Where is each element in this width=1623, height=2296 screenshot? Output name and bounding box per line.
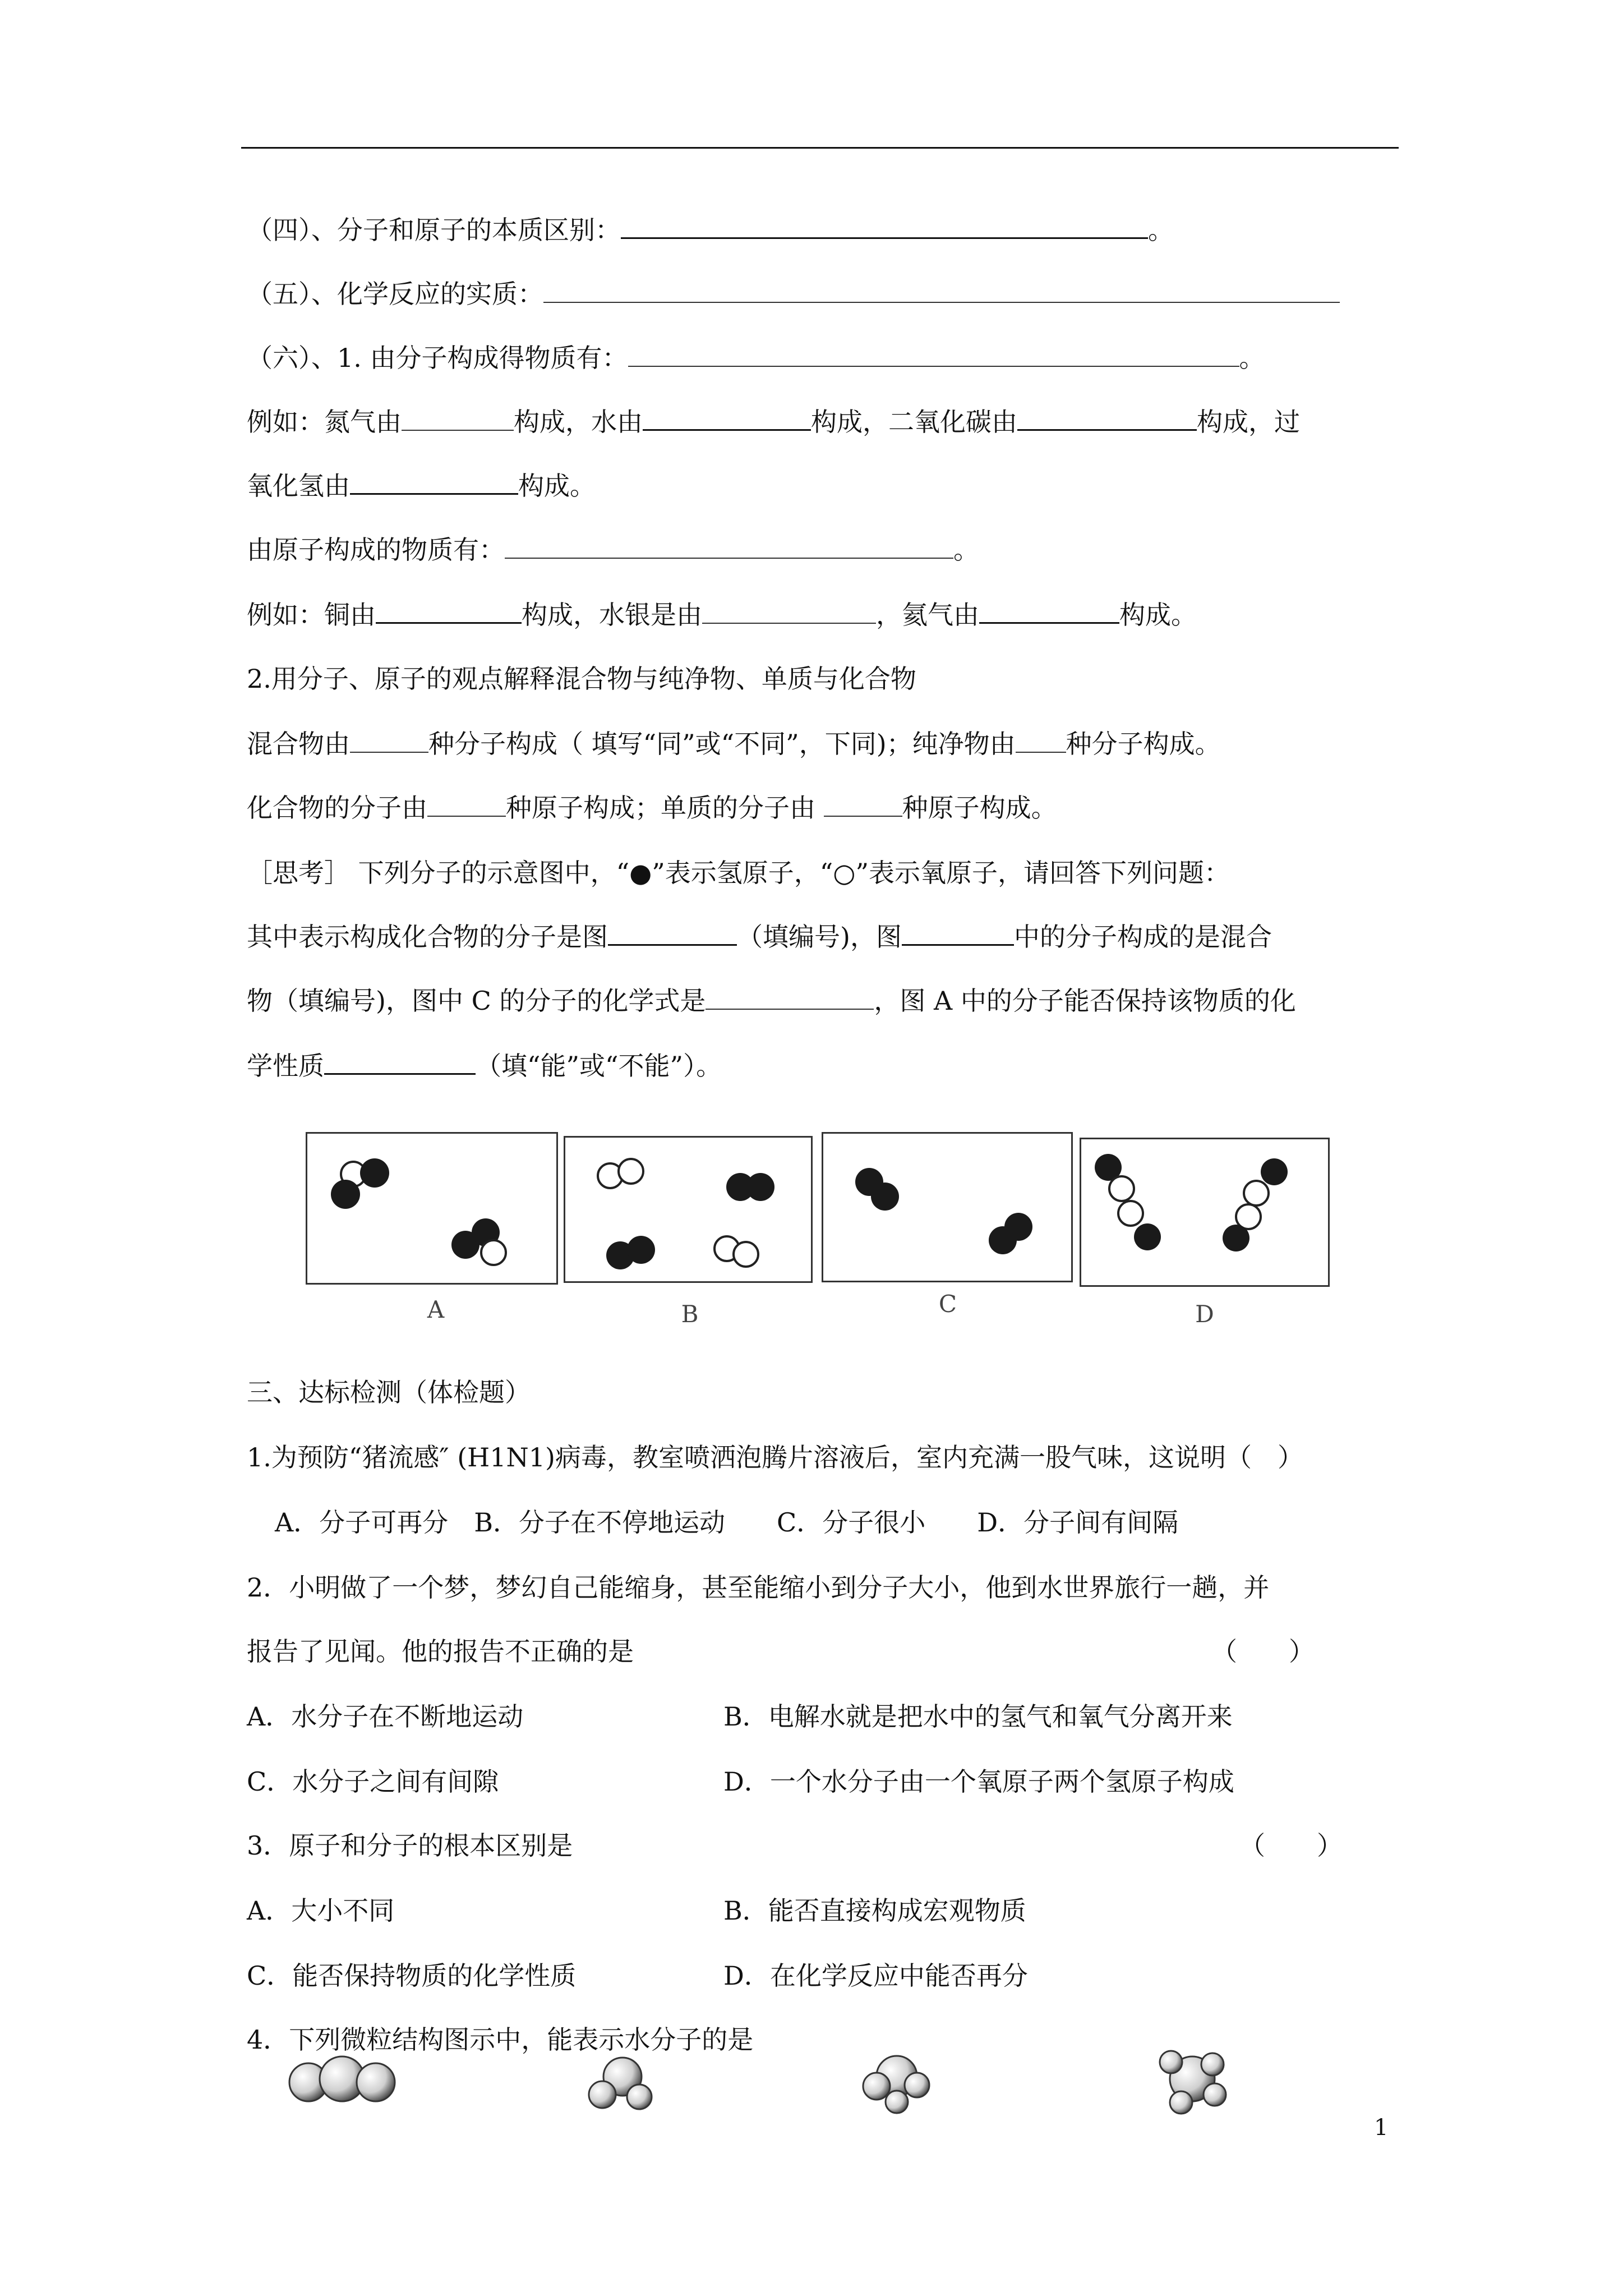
think-blank-compound[interactable] <box>608 921 737 946</box>
think-l2c: 中的分子构成的是混合 <box>1013 922 1272 952</box>
q4-option-a-molecule[interactable] <box>286 2047 398 2109</box>
ex2-b: 构成，水银是由 <box>522 600 702 630</box>
ex1-blank-nitrogen[interactable] <box>402 406 514 431</box>
mix-b: 种分子构成（ 填写“同”或“不同”，下同)；纯净物由 <box>428 729 1016 759</box>
q2-option-c[interactable]: C．水分子之间有间隙 <box>247 1766 499 1797</box>
ex1-a: 例如：氮气由 <box>247 407 402 437</box>
s4-end: 。 <box>1148 215 1174 245</box>
q4-option-d-molecule[interactable] <box>1150 2042 1234 2115</box>
ex2-blank-copper[interactable] <box>376 599 522 624</box>
figure-b-label: B <box>681 1300 699 1328</box>
q3-answer-paren[interactable]: （ ） <box>1239 1830 1343 1861</box>
ex2-blank-helium[interactable] <box>979 599 1119 624</box>
think-blank-canornot[interactable] <box>324 1050 476 1075</box>
figure-a-molecules <box>307 1134 556 1283</box>
s6-end: 。 <box>1239 343 1265 373</box>
figure-a-label: A <box>427 1296 445 1323</box>
comp-blank-1[interactable] <box>427 792 506 817</box>
s6-blank[interactable] <box>628 342 1239 367</box>
header-rule <box>241 147 1399 149</box>
line-s5 <box>247 277 1340 311</box>
s4-blank[interactable] <box>621 214 1148 239</box>
ex2-c: ，氦气由 <box>876 600 979 630</box>
ex2-d: 构成。 <box>1119 600 1197 630</box>
atoms-label: 由原子构成的物质有： <box>247 535 505 565</box>
ex2-blank-mercury[interactable] <box>702 599 876 624</box>
section-3-title: 三、达标检测（体检题） <box>247 1377 531 1407</box>
ex2-a: 例如：铜由 <box>247 600 376 630</box>
ex1b-blank-h2o2[interactable] <box>350 470 518 495</box>
ex1-c: 构成，二氧化碳由 <box>811 407 1017 437</box>
ex1b-b: 构成。 <box>518 471 596 501</box>
line-s6 <box>247 341 1265 375</box>
q2-option-b[interactable]: B．电解水就是把水中的氢气和氧气分离开来 <box>723 1701 1233 1732</box>
think-blank-mixture[interactable] <box>902 921 1014 946</box>
q3-option-a[interactable]: A．大小不同 <box>247 1895 395 1926</box>
q2-answer-paren[interactable]: （ ） <box>1211 1636 1315 1667</box>
think-line-4 <box>247 1049 722 1083</box>
think-l4a: 学性质 <box>247 1051 324 1081</box>
ex1-d: 构成，过 <box>1197 407 1300 437</box>
s4-label: （四）、分子和原子的本质区别： <box>247 215 621 245</box>
q4-stem: 4．下列微粒结构图示中，能表示水分子的是 <box>247 2024 754 2055</box>
mix-blank-2[interactable] <box>1016 728 1066 753</box>
line-ex1b <box>247 469 596 503</box>
figure-d <box>1080 1138 1330 1287</box>
q4-option-c-molecule[interactable] <box>861 2050 934 2115</box>
think-blank-formula[interactable] <box>706 985 874 1010</box>
mix-a: 混合物由 <box>247 729 350 759</box>
line-s4 <box>247 213 1174 247</box>
p2-title: 2.用分子、原子的观点解释混合物与纯净物、单质与化合物 <box>247 664 916 694</box>
comp-c: 种原子构成。 <box>902 793 1057 823</box>
figure-d-label: D <box>1195 1300 1214 1328</box>
q1-options[interactable]: A．分子可再分 B．分子在不停地运动 C．分子很小 D．分子间有间隔 <box>275 1507 1179 1538</box>
q2-option-a[interactable]: A．水分子在不断地运动 <box>247 1701 524 1732</box>
ex1b-a: 氧化氢由 <box>247 471 350 501</box>
q2-stem-1: 2．小明做了一个梦，梦幻自己能缩身，甚至能缩小到分子大小，他到水世界旅行一趟，并 <box>247 1572 1270 1603</box>
figure-c <box>822 1132 1073 1282</box>
think-line-3 <box>247 984 1296 1018</box>
q2-option-d[interactable]: D．一个水分子由一个氧原子两个氢原子构成 <box>723 1766 1234 1797</box>
figure-b-molecules <box>565 1138 811 1281</box>
q2-stem-2: 报告了见闻。他的报告不正确的是 <box>247 1636 634 1667</box>
q3-option-c[interactable]: C．能否保持物质的化学性质 <box>247 1961 577 1991</box>
think-l3b: ，图 A 中的分子能否保持该物质的化 <box>874 986 1296 1016</box>
ex1-blank-water[interactable] <box>643 406 811 431</box>
s5-label: （五）、化学反应的实质： <box>247 279 543 309</box>
think-l2a: 其中表示构成化合物的分子是图 <box>247 922 608 952</box>
atoms-end: 。 <box>953 535 979 565</box>
think-l3a: 物（填编号)，图中 C 的分子的化学式是 <box>247 986 706 1016</box>
comp-b: 种原子构成；单质的分子由 <box>506 793 824 823</box>
line-mix <box>247 727 1221 761</box>
think-l2b: （填编号)，图 <box>737 922 902 952</box>
think-line-2 <box>247 920 1272 954</box>
mix-blank-1[interactable] <box>350 728 428 753</box>
page-number: 1 <box>1374 2115 1389 2141</box>
think-line-1: ［思考］ 下列分子的示意图中，“●”表示氢原子，“○”表示氧原子，请回答下列问题： <box>247 858 1230 888</box>
figure-c-label: C <box>938 1290 957 1318</box>
ex1-blank-co2[interactable] <box>1017 406 1197 431</box>
line-atoms <box>247 533 979 567</box>
think-l4b: （填“能”或“不能”）。 <box>476 1051 722 1081</box>
figure-d-molecules <box>1081 1139 1328 1285</box>
figure-b <box>564 1136 813 1283</box>
comp-blank-2[interactable] <box>824 792 902 817</box>
s6-label: （六）、1. 由分子构成得物质有： <box>247 343 628 373</box>
figure-a <box>306 1132 558 1285</box>
comp-a: 化合物的分子由 <box>247 793 427 823</box>
line-ex1 <box>247 405 1300 439</box>
q1-stem: 1.为预防“猪流感″ (H1N1)病毒，教室喷洒泡腾片溶液后，室内充满一股气味，这说明（ ） <box>247 1442 1304 1473</box>
line-comp <box>247 791 1057 825</box>
line-ex2 <box>247 598 1197 632</box>
figure-c-molecules <box>823 1134 1071 1281</box>
q3-option-d[interactable]: D．在化学反应中能否再分 <box>723 1961 1028 1991</box>
q3-stem: 3．原子和分子的根本区别是 <box>247 1830 573 1861</box>
s5-blank[interactable] <box>543 278 1340 303</box>
ex1-b: 构成，水由 <box>514 407 643 437</box>
mix-c: 种分子构成。 <box>1066 729 1221 759</box>
q4-option-b-molecule[interactable] <box>583 2053 656 2115</box>
atoms-blank[interactable] <box>505 534 953 559</box>
q3-option-b[interactable]: B．能否直接构成宏观物质 <box>723 1895 1026 1926</box>
